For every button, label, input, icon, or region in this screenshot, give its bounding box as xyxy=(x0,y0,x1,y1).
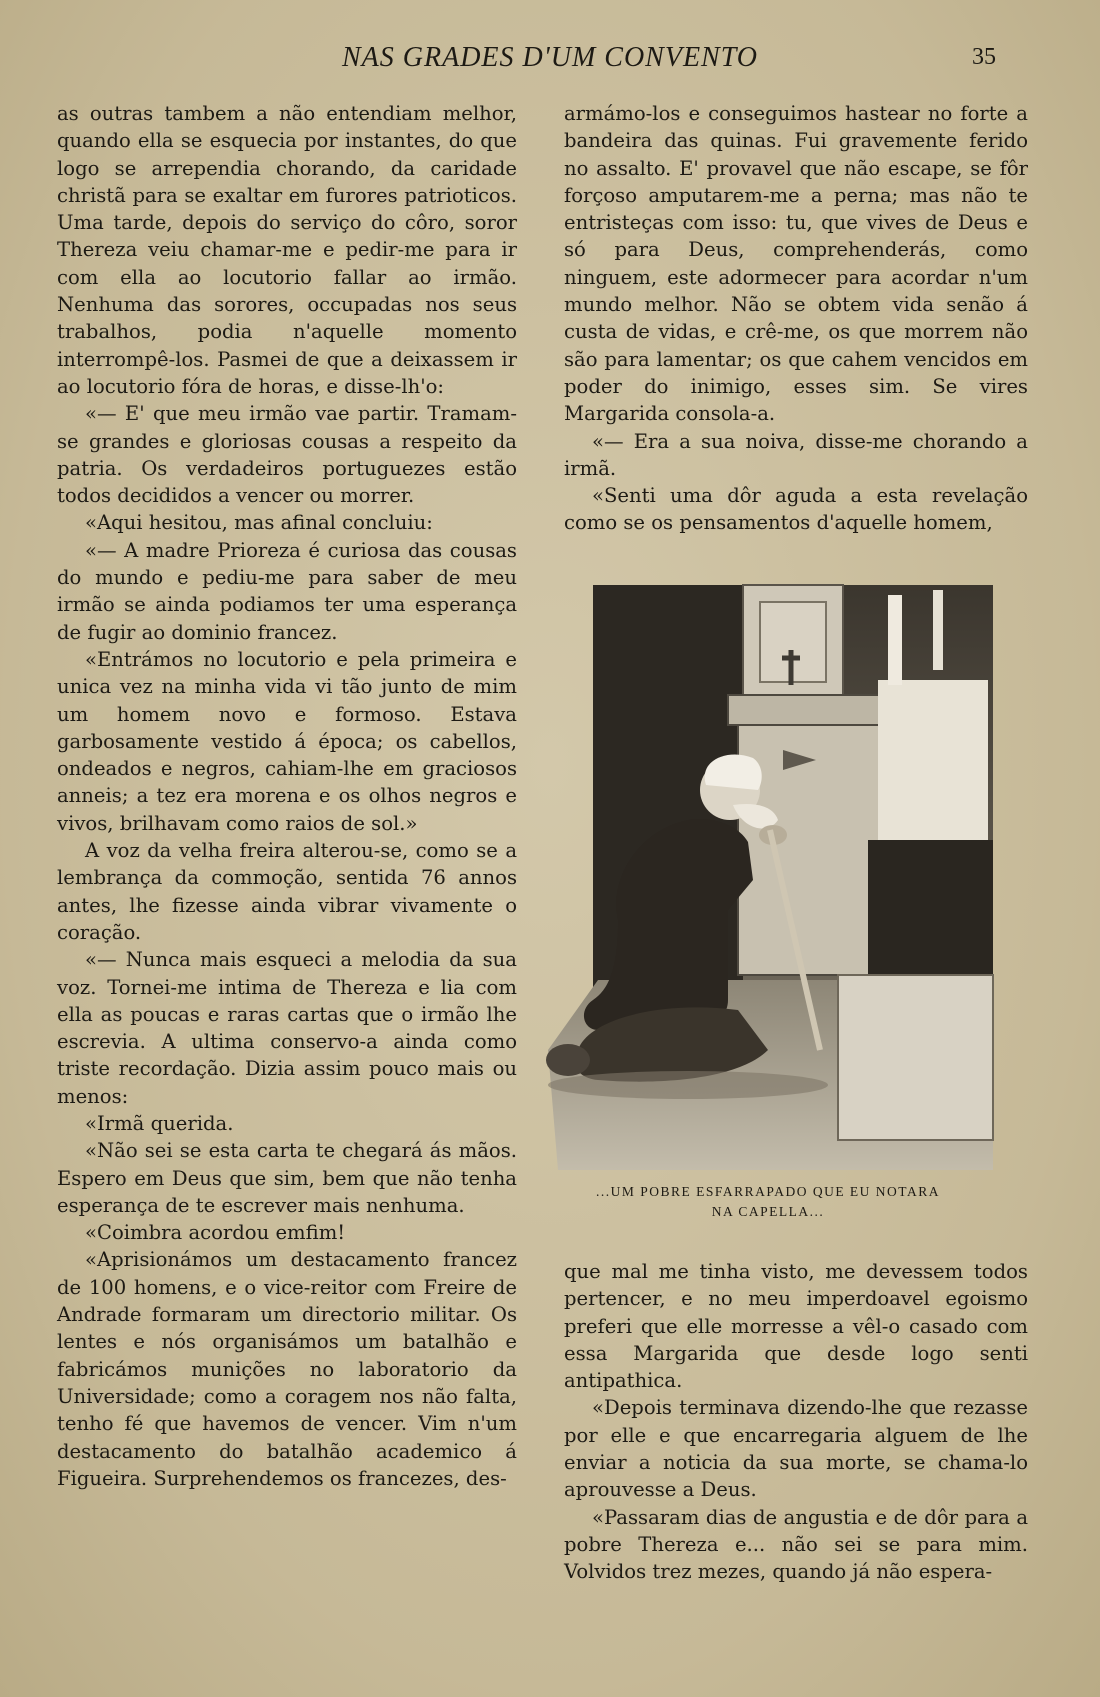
illustration-kneeling-old-man xyxy=(538,580,998,1175)
page-number: 35 xyxy=(972,44,996,70)
illustration-caption xyxy=(548,1182,988,1222)
caption-line: ...UM POBRE ESFARRAPADO QUE EU NOTARA xyxy=(596,1184,940,1199)
paragraph: que mal me tinha visto, me devessem todos pertencer, e no meu imperdoavel egoismo preferi que elle morresse a vêl-o casado com essa Margarida que desde logo senti antipathica. xyxy=(564,1260,1028,1393)
paragraph: «— Nunca mais esqueci a melodia da sua voz. Tornei-me intima de Thereza e lia com ella as poucas e raras cartas que o irmão lhe escrevia. A ultima conservo-a ainda como triste recordação. Dizia assim pouco mais ou menos: xyxy=(57,948,517,1108)
right-column-top xyxy=(564,100,1028,537)
paragraph: «Coimbra acordou emfim! xyxy=(85,1221,346,1245)
caption-line: NA CAPELLA... xyxy=(711,1204,825,1219)
paragraph: «Depois terminava dizendo-lhe que rezasse por elle e que encarregaria alguem de lhe enviar a noticia da sua morte, se chama-lo aprouvesse a Deus. xyxy=(564,1396,1028,1502)
paragraph: A voz da velha freira alterou-se, como se a lembrança da commoção, sentida 76 annos antes, lhe fizesse ainda vibrar vivamente o coração. xyxy=(57,839,517,944)
paragraph: «Entrámos no locutorio e pela primeira e unica vez na minha vida vi tão junto de mim um homem novo e formoso. Estava garbosamente vestido á época; os cabellos, ondeados e negros, cahiam-lhe em graciosos anneis; a tez era morena e os olhos negros e vivos, brilhavam como raios de sol.» xyxy=(57,647,517,835)
paragraph: «Irmã querida. xyxy=(85,1111,234,1135)
paragraph: as outras tambem a não entendiam melhor, quando ella se esquecia por instantes, do que logo se arrependia chorando, da caridade christã para se exaltar em furores patrioticos. Uma tarde, depois do serviço do côro, soror Thereza veiu chamar-me e pedir-me para ir com ella ao locutorio fallar ao irmão. Nenhuma das sorores, occupadas nos seus trabalhos, podia n'aquelle momento interrompê-los. Pasmei de que a deixassem ir ao locutorio fóra de horas, e disse-lh'o: xyxy=(57,102,517,398)
paragraph: «— E' que meu irmão vae partir. Tramam-se grandes e gloriosas cousas a respeito da patria. Os verdadeiros portuguezes estão todos decididos a vencer ou morrer. xyxy=(57,402,517,508)
paragraph: «— Era a sua noiva, disse-me chorando a irmã. xyxy=(564,429,1028,480)
paragraph: «Aqui hesitou, mas afinal concluiu: xyxy=(85,511,433,535)
right-column-bottom xyxy=(564,1258,1028,1586)
paragraph: «Não sei se esta carta te chegará ás mãos. Espero em Deus que sim, bem que não tenha esperança de te escrever mais nenhuma. xyxy=(57,1139,517,1217)
paragraph: «— A madre Prioreza é curiosa das cousas do mundo e pediu-me para saber de meu irmão se ainda podiamos ter uma esperança de fugir ao dominio francez. xyxy=(57,538,517,644)
running-title: NAS GRADES D'UM CONVENTO xyxy=(341,42,759,73)
paragraph: «Aprisionámos um destacamento francez de 100 homens, e o vice-reitor com Freire de Andrade formaram um directorio militar. Os lentes e nós organisámos um batalhão e fabricámos munições no laboratorio da Universidade; como a coragem nos não falta, tenho fé que havemos de vencer. Vim n'um destacamento do batalhão academico á Figueira. Surprehendemos os francezes, des- xyxy=(57,1248,517,1490)
left-column xyxy=(57,100,517,1492)
paragraph: armámo-los e conseguimos hastear no forte a bandeira das quinas. Fui gravemente ferido no assalto. E' provavel que não escape, se fôr forçoso amputarem-me a perna; mas não te entristeças com isso: tu, que vives de Deus e só para Deus, comprehenderás, como ninguem, este adormecer para acordar n'um mundo melhor. Não se obtem vida senão á custa de vidas, e crê-me, os que morrem não são para lamentar; os que cahem vencidos em poder do inimigo, esses sim. Se vires Margarida consola-a. xyxy=(564,102,1028,426)
paragraph: «Passaram dias de angustia e de dôr para a pobre Thereza e... não sei se para mim. Volvidos trez mezes, quando já não espera- xyxy=(564,1505,1028,1584)
paragraph: «Senti uma dôr aguda a esta revelação como se os pensamentos d'aquelle homem, xyxy=(564,484,1028,535)
